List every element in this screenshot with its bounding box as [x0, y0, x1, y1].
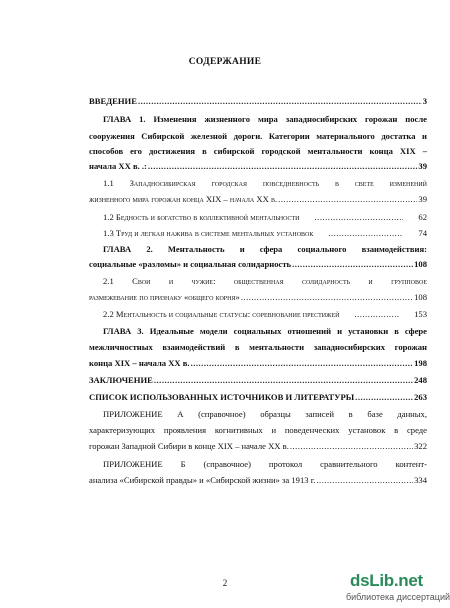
toc-entry-intro[interactable] [89, 96, 427, 106]
toc-entry-label: жизненного мира горожан конца XIX – начала XX в. [89, 194, 278, 204]
toc-entry-label: социальные «разломы» и социальная солидарность [89, 259, 292, 269]
toc-entry-label: конца XIX – начала XX в. [89, 358, 190, 368]
toc-entry-sources[interactable] [89, 392, 427, 402]
toc-entry-chapter-3-line-2[interactable]: межличностных взаимодействий в ментальности западносибирских горожан [89, 342, 427, 352]
toc-entry-label: горожан Западной Сибири в конце XIX – начале XX в. [89, 441, 289, 451]
toc-entry-label: СПИСОК ИСПОЛЬЗОВАННЫХ ИСТОЧНИКОВ И ЛИТЕРАТУРЫ [89, 392, 355, 402]
dot-leader [148, 161, 418, 171]
toc-page-number: 263 [414, 392, 427, 402]
toc-entry-appendix-b-line-1[interactable]: ПРИЛОЖЕНИЕ Б (справочное) протокол сравнительного контент- [103, 459, 427, 469]
dot-leader [278, 194, 417, 204]
dot-leader [301, 212, 404, 222]
toc-entry-1-1-line-1[interactable]: 1.1 Западносибирская городская повседневность в свете изменений [103, 178, 427, 188]
toc-entry-chapter-1-line-3[interactable]: способов его достижения в сибирской городской ментальности конца XIX – [89, 146, 427, 156]
toc-entry-label: ЗАКЛЮЧЕНИЕ [89, 375, 153, 385]
toc-entry-chapter-3-line-3[interactable] [89, 358, 427, 368]
toc-entry-appendix-a-line-1[interactable]: ПРИЛОЖЕНИЕ А (справочное) образцы записей в базе данных, [103, 409, 427, 419]
page-number: 2 [222, 578, 228, 588]
toc-entry-2-1-line-1[interactable]: 2.1 Свои и чужие: общественная солидарность и групповое [103, 276, 427, 286]
page-title: СОДЕРЖАНИЕ [188, 57, 262, 67]
toc-page-number: 248 [414, 375, 427, 385]
dot-leader [316, 475, 413, 485]
toc-entry-chapter-2-line-1[interactable]: ГЛАВА 2. Ментальность и сфера социального взаимодействия: [103, 244, 427, 254]
toc-entry-appendix-a-line-2[interactable]: характеризующих проявления когнитивных и поведенческих установок в среде [89, 425, 427, 435]
toc-page-number: 198 [414, 358, 427, 368]
toc-page-number: 108 [414, 292, 427, 302]
dot-leader [355, 392, 413, 402]
toc-page-number: 74 [418, 228, 427, 238]
toc-page-number: 62 [418, 212, 427, 222]
toc-entry-label: 1.2 Бедность и богатство в коллективной ментальности [103, 212, 300, 222]
toc-entry-label: начала XX в. .: [89, 161, 147, 171]
watermark-logo: dsLib.net [350, 571, 423, 590]
toc-entry-chapter-1-line-1[interactable]: ГЛАВА 1. Изменения жизненного мира западносибирских горожан после [103, 114, 427, 124]
toc-page-number: 334 [414, 475, 427, 485]
toc-entry-label: 1.3 Труд и легкая нажива в системе ментальных установок [103, 228, 314, 238]
watermark-subtitle: библиотека диссертаций [346, 592, 450, 602]
toc-entry-1-2[interactable] [89, 212, 427, 222]
toc-entry-chapter-1-line-2[interactable]: сооружения Сибирской железной дороги. Категории материального достатка и [89, 131, 427, 141]
watermark[interactable] [346, 571, 450, 608]
dot-leader [314, 228, 403, 238]
toc-entry-2-2[interactable] [89, 309, 427, 319]
dot-leader [191, 358, 414, 368]
toc-page-number: 39 [418, 194, 427, 204]
toc-page-number: 153 [414, 309, 427, 319]
toc-entry-label: размежевание по признаку «общего корня» [89, 292, 240, 302]
dot-leader [292, 259, 413, 269]
toc-entry-1-1-line-2[interactable] [89, 194, 427, 204]
toc-page-number: 322 [414, 441, 427, 451]
toc-entry-2-1-line-2[interactable] [89, 292, 427, 302]
toc-entry-label: анализа «Сибирской правды» и «Сибирской жизни» за 1913 г. [89, 475, 316, 485]
toc-entry-chapter-2-line-2[interactable] [89, 259, 427, 269]
toc-entry-label: 2.2 Ментальность и социальные статусы: соревнование престижей [103, 309, 340, 319]
toc-entry-chapter-3-line-1[interactable]: ГЛАВА 3. Идеальные модели социальных отношений и установки в сфере [103, 326, 427, 336]
toc-page-number: 108 [414, 259, 427, 269]
dot-leader [340, 309, 399, 319]
dot-leader [138, 96, 422, 106]
toc-entry-1-3[interactable] [89, 228, 427, 238]
toc-entry-conclusion[interactable] [89, 375, 427, 385]
toc-entry-chapter-1-line-4[interactable] [89, 161, 427, 171]
toc-entry-appendix-b-line-2[interactable] [89, 475, 427, 485]
dot-leader [154, 375, 413, 385]
dot-leader [241, 292, 413, 302]
toc-page-number: 39 [418, 161, 427, 171]
toc-page-number: 3 [422, 96, 427, 106]
dot-leader [290, 441, 413, 451]
toc-entry-appendix-a-line-3[interactable] [89, 441, 427, 451]
toc-entry-label: ВВЕДЕНИЕ [89, 96, 137, 106]
